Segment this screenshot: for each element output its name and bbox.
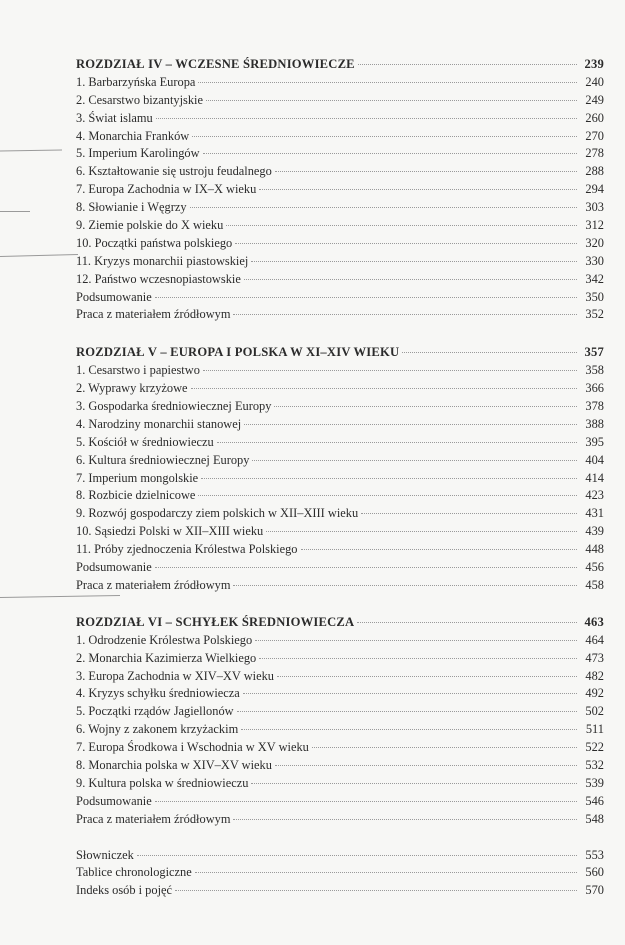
toc-entry-page-number: 249 — [585, 92, 604, 107]
toc-entry-page-number: 473 — [585, 650, 604, 665]
toc-entry-title: 2. Wyprawy krzyżowe — [76, 381, 188, 396]
toc-entry[interactable] — [76, 668, 604, 686]
toc-entry-page-number: 492 — [585, 686, 604, 701]
toc-entry[interactable] — [76, 235, 604, 253]
toc-entry-title: Praca z materiałem źródłowym — [76, 811, 231, 826]
toc-entry-title: 4. Kryzys schyłku średniowiecza — [76, 686, 240, 701]
dot-leader — [259, 658, 577, 659]
chapter-heading-page-number: 357 — [584, 345, 604, 360]
toc-entry-page-number: 240 — [585, 74, 604, 89]
dot-leader — [233, 585, 577, 586]
toc-entry[interactable] — [76, 181, 604, 199]
dot-leader — [241, 729, 577, 730]
toc-entry-page-number: 303 — [585, 200, 604, 215]
dot-leader — [206, 100, 577, 101]
toc-entry[interactable] — [76, 110, 604, 128]
toc-entry-page-number: 532 — [585, 757, 604, 772]
dot-leader — [255, 640, 577, 641]
toc-entry[interactable] — [76, 199, 604, 217]
toc-entry-page-number: 395 — [585, 434, 604, 449]
toc-entry-title: 1. Odrodzenie Królestwa Polskiego — [76, 632, 253, 647]
dot-leader — [175, 890, 577, 891]
dot-leader — [198, 82, 577, 83]
toc-entry-title: 6. Kultura średniowiecznej Europy — [76, 452, 250, 467]
toc-entry-title: 2. Cesarstwo bizantyjskie — [76, 92, 203, 107]
toc-entry-title: 11. Próby zjednoczenia Królestwa Polskiego — [76, 542, 298, 557]
toc-entry-title: Praca z materiałem źródłowym — [76, 577, 231, 592]
toc-entry-title: 8. Monarchia polska w XIV–XV wieku — [76, 757, 272, 772]
dot-leader — [251, 261, 577, 262]
toc-entry[interactable] — [76, 541, 604, 559]
appendix-entry[interactable] — [76, 882, 604, 900]
toc-entry-page-number: 260 — [585, 110, 604, 125]
dot-leader — [275, 171, 577, 172]
toc-entry[interactable] — [76, 271, 604, 289]
toc-entry-title: 11. Kryzys monarchii piastowskiej — [76, 253, 249, 268]
toc-entry[interactable] — [76, 362, 604, 380]
chapter-heading[interactable] — [76, 614, 604, 632]
appendix-entry[interactable] — [76, 864, 604, 882]
toc-section — [76, 614, 604, 829]
toc-entry[interactable] — [76, 92, 604, 110]
toc-entry-page-number: 352 — [585, 307, 604, 322]
toc-entry[interactable] — [76, 775, 604, 793]
toc-section — [76, 344, 604, 594]
toc-entry[interactable] — [76, 523, 604, 541]
toc-entry[interactable] — [76, 74, 604, 92]
chapter-heading-page-number: 463 — [584, 614, 604, 629]
toc-entry-page-number: 414 — [585, 470, 604, 485]
toc-entry[interactable] — [76, 703, 604, 721]
dot-leader — [235, 243, 577, 244]
section-gap — [76, 595, 604, 614]
toc-entry[interactable] — [76, 128, 604, 146]
dot-leader — [190, 207, 577, 208]
toc-entry[interactable] — [76, 739, 604, 757]
toc-entry-page-number: 511 — [585, 722, 604, 737]
toc-entry-title: 6. Wojny z zakonem krzyżackim — [76, 722, 239, 737]
chapter-heading-page-number: 239 — [584, 57, 604, 71]
section-gap — [76, 324, 604, 344]
scan-artifact-line — [0, 254, 78, 257]
chapter-heading[interactable] — [76, 56, 604, 74]
toc-entry-page-number: 330 — [585, 253, 604, 268]
toc-entry[interactable] — [76, 306, 604, 324]
toc-entry[interactable] — [76, 487, 604, 505]
scan-artifact-line — [0, 149, 62, 151]
dot-leader — [217, 442, 577, 443]
toc-entry[interactable] — [76, 416, 604, 434]
toc-entry-page-number: 439 — [585, 524, 604, 539]
appendix-entry-title: Słowniczek — [76, 847, 134, 862]
appendix-entry-title: Tablice chronologiczne — [76, 865, 192, 880]
toc-entry-title: 8. Rozbicie dzielnicowe — [76, 488, 196, 503]
section-gap — [76, 829, 604, 847]
dot-leader — [275, 765, 577, 766]
table-of-contents — [76, 56, 604, 900]
toc-entry-page-number: 522 — [585, 740, 604, 755]
toc-entry[interactable] — [76, 757, 604, 775]
toc-entry[interactable] — [76, 811, 604, 829]
toc-entry-page-number: 464 — [585, 632, 604, 647]
toc-entry-title: 3. Gospodarka średniowiecznej Europy — [76, 399, 272, 414]
dot-leader — [155, 801, 577, 802]
dot-leader — [312, 747, 577, 748]
toc-entry[interactable] — [76, 721, 604, 739]
dot-leader — [155, 297, 577, 298]
dot-leader — [233, 819, 577, 820]
dot-leader — [244, 424, 577, 425]
dot-leader — [402, 352, 577, 353]
dot-leader — [201, 478, 577, 479]
toc-entry-title: 9. Kultura polska w średniowieczu — [76, 775, 249, 790]
toc-entry-title: 10. Sąsiedzi Polski w XII–XIII wieku — [76, 524, 264, 539]
dot-leader — [301, 549, 578, 550]
toc-entry-page-number: 342 — [585, 271, 604, 286]
appendix-entry-title: Indeks osób i pojęć — [76, 883, 173, 898]
toc-entry-title: 5. Kościół w średniowieczu — [76, 434, 214, 449]
dot-leader — [226, 225, 577, 226]
dot-leader — [237, 711, 577, 712]
toc-entry[interactable] — [76, 793, 604, 811]
toc-entry-page-number: 350 — [585, 289, 604, 304]
chapter-heading[interactable] — [76, 344, 604, 362]
toc-entry[interactable] — [76, 559, 604, 577]
toc-entry-page-number: 378 — [585, 399, 604, 414]
toc-entry[interactable] — [76, 145, 604, 163]
toc-entry-page-number: 270 — [585, 128, 604, 143]
toc-entry-page-number: 320 — [585, 235, 604, 250]
dot-leader — [155, 567, 577, 568]
toc-entry-page-number: 448 — [585, 542, 604, 557]
chapter-heading-title: ROZDZIAŁ V – EUROPA I POLSKA W XI–XIV WIEKU — [76, 345, 400, 360]
toc-entry-page-number: 404 — [585, 452, 604, 467]
dot-leader — [357, 622, 577, 623]
toc-entry-page-number: 388 — [585, 416, 604, 431]
toc-entry-title: 9. Rozwój gospodarczy ziem polskich w XII–XIII wieku — [76, 506, 359, 521]
toc-entry-page-number: 358 — [585, 363, 604, 378]
toc-entry-page-number: 431 — [585, 506, 604, 521]
dot-leader — [259, 189, 577, 190]
toc-entry-title: 3. Świat islamu — [76, 110, 153, 125]
appendix-entry-page-number: 553 — [585, 847, 604, 862]
toc-entry-page-number: 482 — [585, 668, 604, 683]
appendix-entry-page-number: 560 — [585, 865, 604, 880]
toc-entry-page-number: 502 — [585, 704, 604, 719]
toc-entry[interactable] — [76, 632, 604, 650]
toc-entry-title: 10. Początki państwa polskiego — [76, 235, 233, 250]
dot-leader — [137, 855, 577, 856]
dot-leader — [358, 64, 577, 65]
toc-entry-page-number: 288 — [585, 164, 604, 179]
toc-entry[interactable] — [76, 577, 604, 595]
dot-leader — [361, 513, 577, 514]
toc-entry-page-number: 456 — [585, 560, 604, 575]
toc-section — [76, 56, 604, 324]
dot-leader — [243, 693, 577, 694]
toc-entry[interactable] — [76, 217, 604, 235]
toc-entry-page-number: 546 — [585, 793, 604, 808]
toc-entry-title: 1. Cesarstwo i papiestwo — [76, 363, 200, 378]
toc-appendix — [76, 847, 604, 901]
dot-leader — [244, 279, 577, 280]
toc-entry[interactable] — [76, 685, 604, 703]
toc-entry-page-number: 539 — [585, 775, 604, 790]
toc-entry-title: 8. Słowianie i Węgrzy — [76, 200, 187, 215]
dot-leader — [198, 495, 577, 496]
dot-leader — [251, 783, 577, 784]
dot-leader — [266, 531, 577, 532]
toc-entry-title: Podsumowanie — [76, 560, 152, 575]
toc-entry-page-number: 458 — [585, 577, 604, 592]
toc-entry-title: 5. Początki rządów Jagiellonów — [76, 704, 234, 719]
dot-leader — [274, 406, 577, 407]
toc-entry-title: 7. Imperium mongolskie — [76, 470, 199, 485]
dot-leader — [156, 118, 577, 119]
toc-entry-title: Podsumowanie — [76, 793, 152, 808]
dot-leader — [195, 872, 577, 873]
toc-entry[interactable] — [76, 289, 604, 307]
toc-entry[interactable] — [76, 434, 604, 452]
toc-entry[interactable] — [76, 380, 604, 398]
dot-leader — [233, 314, 577, 315]
toc-entry[interactable] — [76, 253, 604, 271]
toc-entry-title: 12. Państwo wczesnopiastowskie — [76, 271, 241, 286]
toc-entry-title: 7. Europa Zachodnia w IX–X wieku — [76, 182, 257, 197]
toc-entry[interactable] — [76, 470, 604, 488]
toc-entry[interactable] — [76, 163, 604, 181]
toc-entry-title: 4. Monarchia Franków — [76, 128, 190, 143]
toc-entry-title: 4. Narodziny monarchii stanowej — [76, 416, 242, 431]
toc-entry-title: 7. Europa Środkowa i Wschodnia w XV wieku — [76, 740, 309, 755]
toc-entry-title: Praca z materiałem źródłowym — [76, 307, 231, 322]
toc-entry-title: 2. Monarchia Kazimierza Wielkiego — [76, 650, 257, 665]
toc-entry[interactable] — [76, 398, 604, 416]
dot-leader — [252, 460, 577, 461]
dot-leader — [203, 370, 577, 371]
toc-entry[interactable] — [76, 452, 604, 470]
dot-leader — [192, 136, 577, 137]
toc-entry-page-number: 294 — [585, 182, 604, 197]
toc-entry-page-number: 278 — [585, 146, 604, 161]
toc-entry-title: 1. Barbarzyńska Europa — [76, 74, 196, 89]
appendix-entry[interactable] — [76, 847, 604, 865]
toc-entry-page-number: 548 — [585, 811, 604, 826]
chapter-heading-title: ROZDZIAŁ VI – SCHYŁEK ŚREDNIOWIECZA — [76, 614, 355, 629]
toc-entry-page-number: 366 — [585, 381, 604, 396]
toc-entry[interactable] — [76, 650, 604, 668]
toc-entry-title: 5. Imperium Karolingów — [76, 146, 200, 161]
appendix-entry-page-number: 570 — [585, 883, 604, 898]
scan-artifact-line — [0, 211, 30, 212]
dot-leader — [277, 676, 577, 677]
toc-entry-page-number: 312 — [585, 218, 604, 233]
dot-leader — [191, 388, 577, 389]
toc-entry-title: 6. Kształtowanie się ustroju feudalnego — [76, 164, 272, 179]
toc-entry-page-number: 423 — [585, 488, 604, 503]
chapter-heading-title: ROZDZIAŁ IV – WCZESNE ŚREDNIOWIECZE — [76, 57, 355, 71]
toc-entry-title: Podsumowanie — [76, 289, 152, 304]
toc-entry[interactable] — [76, 505, 604, 523]
toc-entry-title: 3. Europa Zachodnia w XIV–XV wieku — [76, 668, 274, 683]
dot-leader — [203, 153, 577, 154]
toc-entry-title: 9. Ziemie polskie do X wieku — [76, 218, 224, 233]
